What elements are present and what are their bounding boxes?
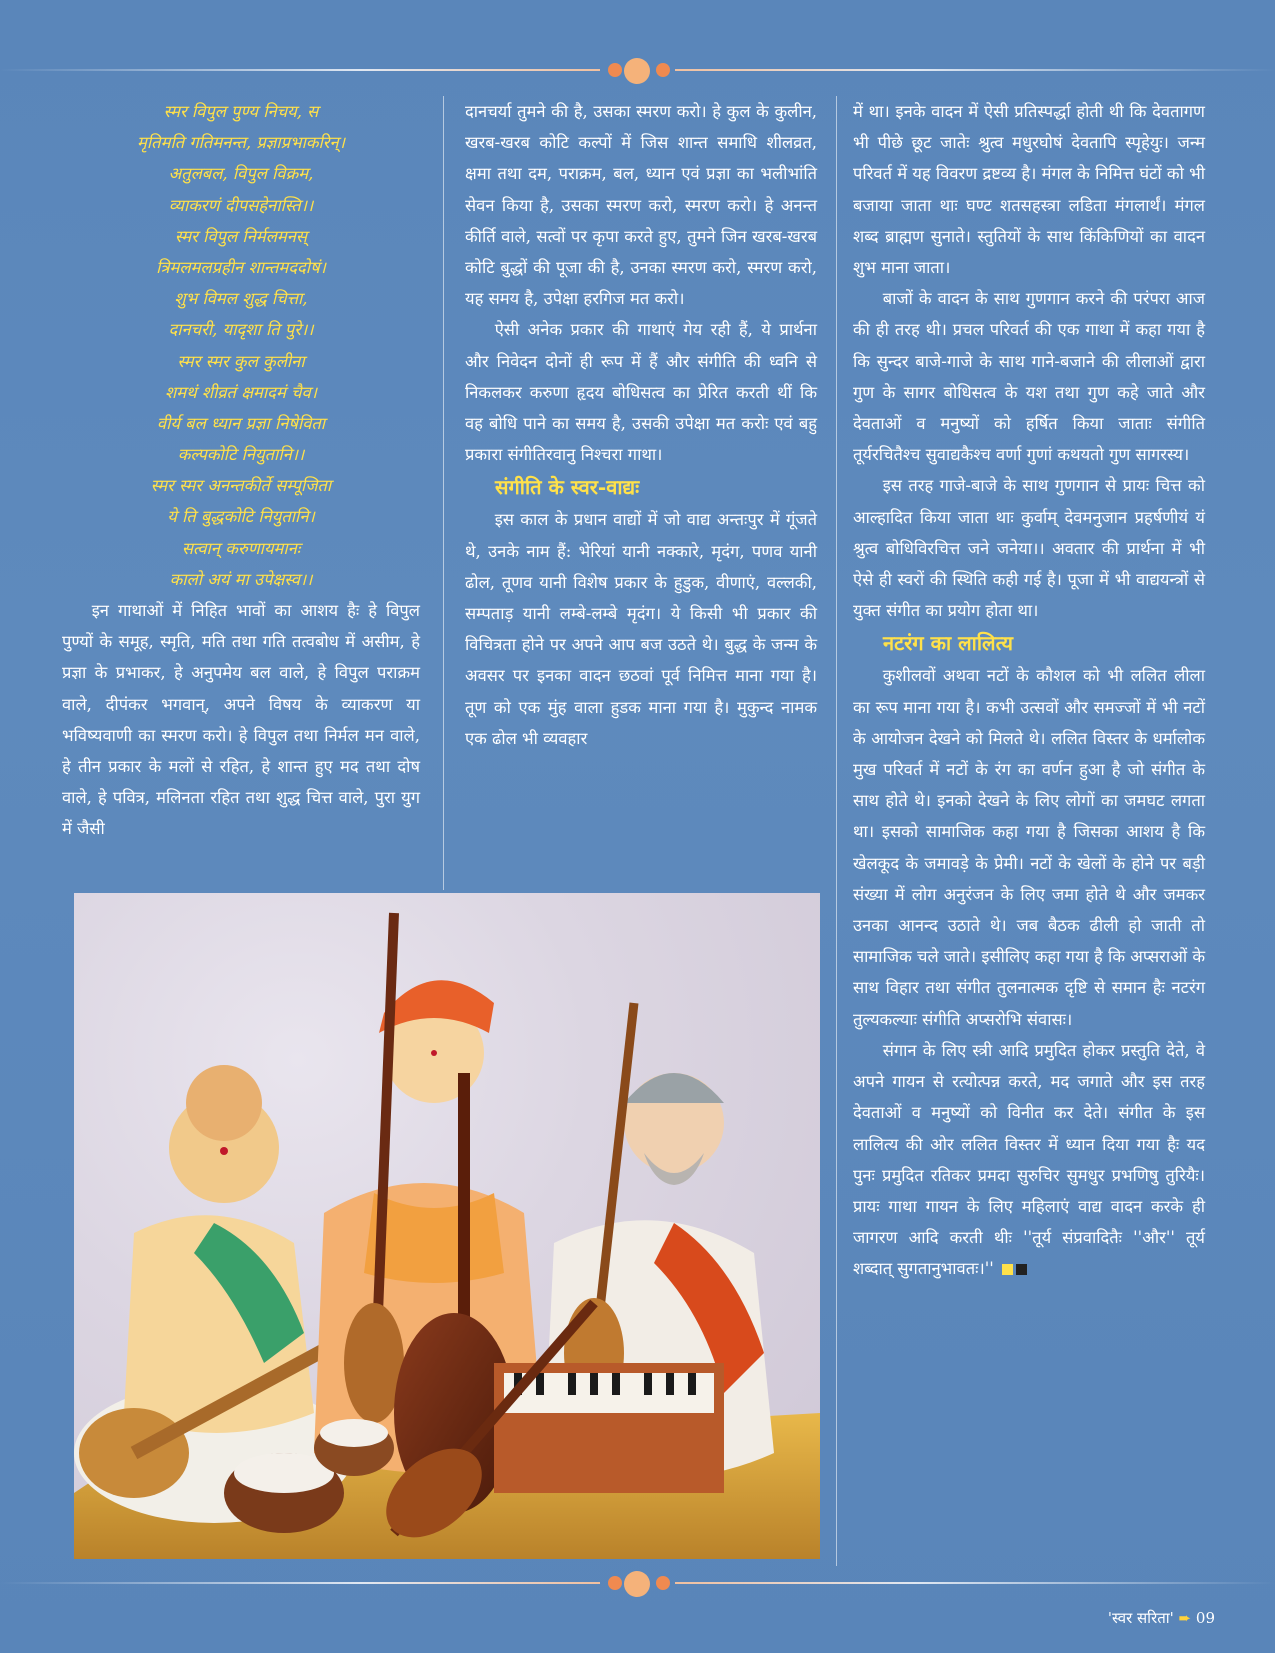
- verse-line: व्याकरणं दीपसहेनास्ति।।: [168, 195, 314, 215]
- page-number: 09: [1195, 1609, 1215, 1627]
- verse-line: कालो अयं मा उपेक्षस्व।।: [169, 569, 313, 589]
- verse-line: स्मर विपुल पुण्य निचय, स: [163, 102, 319, 121]
- paragraph: में था। इनके वादन में ऐसी प्रतिस्पर्द्धा होती थी कि देवतागण भी पीछे छूट जातेः श्रुत्व मधुरघोषं देवतापि स्पृहेयुः। जन्म परिवर्त में यह विवरण द्रष्टव्य है। मंगल के निमित्त घंटों को भी बजाया जाता थाः घण्ट शतसहस्त्रा लडिता मंगलार्थं। मंगल शब्द ब्राह्मण सुनाते। स्तुतियों के साथ किंकिणियों का वादन शुभ माना जाता।: [853, 102, 1205, 278]
- section-heading: नटरंग का लालित्य: [883, 631, 1013, 656]
- verse-line: स्मर स्मर कुल कुलीना: [177, 351, 305, 371]
- arrow-icon: ➨: [1178, 1609, 1192, 1627]
- verse-block: [62, 96, 420, 595]
- verse-line: अतुलबल, विपुल विक्रम,: [168, 164, 314, 184]
- paragraph: इस काल के प्रधान वाद्यों में जो वाद्य अन्तःपुर में गूंजते थे, उनके नाम हैं: भेरियां यानी नक्कारे, मृदंग, पणव यानी ढोल, तूणव यानी विशेष प्रकार के हुडुक, वीणाएं, वल्लकी, सम्पताड़ यानी लम्बे-लम्बे मृदंग। ये किसी भी प्रकार की विचित्रता होने पर अपने आप बज उठते थे। बुद्ध के जन्म के अवसर पर इनका वादन छठवां पूर्व निमित्त माना गया है। तूण को एक मुंह वाला हुडक माना गया है। मुकुन्द नामक एक ढोल भी व्यवहार: [465, 510, 817, 748]
- verse-line: स्मर स्मर अनन्तकीर्ते सम्पूजिता: [150, 476, 332, 496]
- verse-line: कल्पकोटि नियुतानि।।: [177, 445, 305, 465]
- paragraph: दानचर्या तुमने की है, उसका स्मरण करो। हे कुल के कुलीन, खरब-खरब कोटि कल्पों में जिस शान्त समाधि शीलव्रत, क्षमा तथा दम, पराक्रम, बल, ध्यान एवं प्रज्ञा का भलीभांति सेवन किया है, उसका स्मरण करो, स्मरण करो। हे अनन्त कीर्ति वाले, सत्वों पर कृपा करते हुए, तुमने जिन खरब-खरब कोटि बुद्धों की पूजा की है, उनका स्मरण करो, स्मरण करो, यह समय है, उपेक्षा हरगिज मत करो।: [465, 102, 817, 309]
- paragraph: बाजों के वादन के साथ गुणगान करने की परंपरा आज की ही तरह थी। प्रचल परिवर्त की एक गाथा में कहा गया है कि सुन्दर बाजे-गाजे के साथ गाने-बजाने की लीलाओं द्वारा गुण के सागर बोधिसत्व के यश तथा गुण कहे जाते और देवताओं व मनुष्यों को हर्षित किया जाताः संगीति तूर्यरचितैश्च सुवाद्यकैश्च वर्णा गुणां कथयतो गुण सागरस्य।: [853, 289, 1205, 465]
- verse-line: शुभ विमल शुद्ध चित्ता,: [174, 289, 308, 309]
- verse-line: दानचरी, यादृशा ति पुरे।।: [168, 320, 314, 340]
- paragraph: [853, 1035, 1205, 1285]
- column-3: [853, 96, 1205, 1285]
- paragraph: कुशीलवों अथवा नटों के कौशल को भी ललित लीला का रूप माना गया है। कभी उत्सवों और समज्जों में भी नटों के आयोजन देखने को मिलते थे। ललित विस्तर के धर्मालोक मुख परिवर्त में नटों के रंग का वर्णन हुआ है जो संगीत के साथ होते थे। इनको देखने के लिए लोगों का जमघट लगता था। इसको सामाजिक कहा गया है जिसका आशय है कि खेलकूद के जमावड़े के प्रेमी। नटों के खेलों के होने पर बड़ी संख्या में लोग अनुरंजन के लिए जमा होते थे और जमकर उनका आनन्द उठाते थे। जब बैठक ढीली हो जाती तो सामाजिक चले जाते। इसीलिए कहा गया है कि अप्सराओं के साथ विहार तथा संगीत तुलनात्मक दृष्टि से समान हैः नटरंग तुल्यकल्याः संगीति अप्सरोभि संवासः।: [853, 666, 1205, 1029]
- paragraph: इन गाथाओं में निहित भावों का आशय हैः हे विपुल पुण्यों के समूह, स्मृति, मति तथा गति तत्वबोध में असीम, हे प्रज्ञा के प्रभाकर, हे अनुपमेय बल वाले, हे विपुल पराक्रम वाले, दीपंकर भगवान्, अपने विषय के व्याकरण या भविष्यवाणी का स्मरण करो। हे विपुल तथा निर्मल मन वाले, हे तीन प्रकार के मलों से रहित, हे शान्त हुए मद तथा दोष वाले, हे पवित्र, मलिनता रहित तथा शुद्ध चित्त वाले, पुरा युग में जैसी: [62, 601, 420, 839]
- verse-line: त्रिमलमलप्रहीन शान्तमददोषं।: [156, 257, 326, 277]
- column-2: [465, 96, 817, 754]
- verse-line: स्मर विपुल निर्मलमनस्: [174, 226, 308, 246]
- verse-line: मृतिमति गतिमनन्त, प्रज्ञाप्रभाकरिन्।: [137, 133, 345, 153]
- column-divider: [836, 96, 837, 1566]
- column-divider: [443, 96, 444, 890]
- column-1: [62, 96, 420, 845]
- section-heading: संगीति के स्वर-वाद्यः: [495, 475, 640, 500]
- page-footer: [1108, 1608, 1215, 1628]
- verse-line: सत्वान् करुणायमानः: [181, 538, 301, 558]
- figurines-illustration: [74, 893, 820, 1559]
- verse-line: शमथं शीव्रतं क्षमादमं चैव।: [165, 382, 317, 402]
- magazine-name: 'स्वर सरिता': [1107, 1609, 1174, 1627]
- musicians-figurine-photo: [74, 893, 820, 1559]
- end-mark-icon: [1016, 1264, 1027, 1275]
- bottom-ornament: [0, 1571, 1275, 1595]
- end-mark-icon: [1002, 1264, 1013, 1275]
- paragraph-text: संगान के लिए स्त्री आदि प्रमुदित होकर प्रस्तुति देते, वे अपने गायन से रत्योत्पन्न करते, मद जगाते और इस तरह देवताओं व मनुष्यों को विनीत कर देते। संगीत के इस लालित्य की ओर ललित विस्तर में ध्यान दिया गया हैः यद पुनः प्रमुदित रतिकर प्रमदा सुरुचिर सुमधुर प्रभणिषु तुरियैः। प्रायः गाथा गायन के लिए महिलाएं वाद्य वादन करके ही जागरण आदि करती थीः ''तूर्य संप्रवादितैः ''और'' तूर्य शब्दात् सुगतानुभावतः।'': [853, 1040, 1205, 1279]
- paragraph: ऐसी अनेक प्रकार की गाथाएं गेय रही हैं, ये प्रार्थना और निवेदन दोनों ही रूप में हैं और संगीति की ध्वनि से निकलकर करुणा हृदय बोधिसत्व का प्रेरित करती थीं कि वह बोधि पाने का समय है, उसकी उपेक्षा मत करोः एवं बहु प्रकारा संगीतिरवानु निश्चरा गाथा।: [465, 320, 817, 465]
- top-ornament: [0, 58, 1275, 82]
- verse-line: वीर्य बल ध्यान प्रज्ञा निषेविता: [156, 413, 326, 433]
- paragraph: इस तरह गाजे-बाजे के साथ गुणगान से प्रायः चित्त को आल्हादित किया जाता थाः कुर्वाम् देवमनुजान प्रहर्षणीयं यं श्रुत्व बोधिविरचित्त जने जनेया।। अवतार की प्रार्थना में भी ऐसे ही स्वरों की स्थिति कही गई है। पूजा में भी वाद्ययन्त्रों से युक्त संगीत का प्रयोग होता था।: [853, 476, 1205, 621]
- verse-line: ये ति बुद्धकोटि नियुतानि।: [167, 507, 315, 527]
